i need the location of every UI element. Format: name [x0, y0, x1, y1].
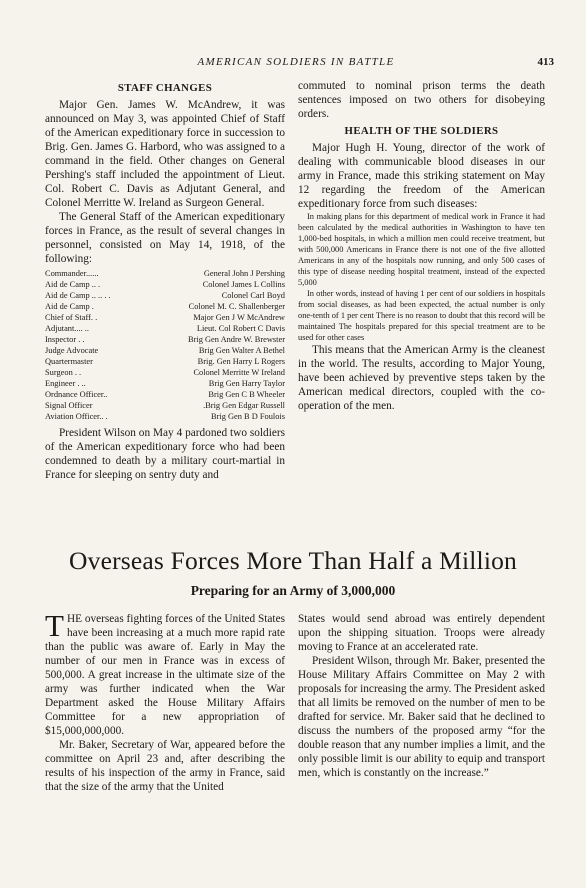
roster-role: Signal Officer: [45, 401, 93, 410]
article-subhead: Preparing for an Army of 3,000,000: [190, 583, 396, 598]
roster-name: General John J Pershing: [203, 269, 285, 278]
roster-row: [45, 411, 285, 422]
roster-name: Colonel Carl Boyd: [221, 291, 285, 300]
roster-row: [45, 378, 285, 389]
roster-role: Aviation Officer.. .: [45, 412, 108, 421]
roster-name: Colonel Merritte W Ireland: [193, 368, 285, 377]
roster-name: Brig Gen B D Foulois: [211, 412, 285, 421]
roster-role: Inspector . .: [45, 335, 85, 344]
roster-row: [45, 389, 285, 400]
roster-name: Colonel M. C. Shallenberger: [188, 302, 285, 311]
quote-paragraph-1: In making plans for this department of medical work in France it had been calculated by the medical authorities in Washington to have ten 1,000-bed hospitals, in which a million men could receive treatment, but with 500,000 Americans in France there is not one of the five allotted Americans in any of the hospitals now running, and only 500 cases of this type of disease needing hospital treatment, instead of the expected 5,000: [298, 212, 545, 287]
roster-role: Engineer . ..: [45, 379, 86, 388]
roster-role: Commander......: [45, 269, 99, 278]
roster-row: [45, 312, 285, 323]
roster-row: [45, 345, 285, 356]
right-paragraph-1: commuted to nominal prison terms the death sentences imposed on two others for disobeying orders.: [298, 80, 545, 120]
drop-cap: T: [45, 608, 64, 643]
roster-role: Ordnance Officer..: [45, 390, 108, 399]
page-number: 413: [537, 56, 554, 68]
roster-name: Colonel James L Collins: [202, 280, 285, 289]
roster-row: [45, 400, 285, 411]
roster-row: [45, 279, 285, 290]
roster-role: Aid de Camp .. .. . .: [45, 291, 111, 300]
article-left-paragraph-2: Mr. Baker, Secretary of War, appeared before the committee on April 23 and, after describing the results of his inspection of the army in France, said that the size of the army that the United: [45, 739, 285, 793]
roster-row: [45, 334, 285, 345]
left-column: [45, 79, 285, 482]
roster-row: [45, 301, 285, 312]
roster-role: Quartermaster: [45, 357, 93, 366]
roster-role: Surgeon . .: [45, 368, 82, 377]
right-paragraph-3: This means that the American Army is the cleanest in the world. The results, according to Major Young, have been achieved by preventive steps taken by the American medical directors, coupled with the co-operation of the men.: [298, 344, 545, 412]
running-title: AMERICAN SOLDIERS IN BATTLE: [197, 56, 395, 68]
roster-role: Judge Advocate: [45, 346, 99, 355]
article-right-column: [298, 612, 545, 780]
roster-row: [45, 323, 285, 334]
quote-paragraph-2: In other words, instead of having 1 per cent of our soldiers in hospitals from social diseases, as had been expected, the actual number is only one-tenth of 1 per cent There is no reason to doubt that this record will be maintained The hospitals prepared for this special treatment are to be used for other cases: [298, 289, 545, 342]
left-paragraph-3: President Wilson on May 4 pardoned two soldiers of the American expeditionary force who had been condemned to death by a military court-martial in France for sleeping on sentry duty and: [45, 427, 285, 481]
roster-name: Brig Gen Harry Taylor: [208, 379, 285, 388]
article-headline: Overseas Forces More Than Half a Million: [69, 546, 517, 575]
roster-name: Major Gen J W McAndrew: [193, 313, 285, 322]
roster-name: Brig Gen Andre W. Brewster: [188, 335, 285, 344]
roster-role: Adjutant.... ..: [45, 324, 89, 333]
article-opening: [45, 608, 285, 738]
roster-name: Brig Gen C B Wheeler: [208, 390, 285, 399]
right-column: [298, 79, 545, 413]
roster-row: [45, 290, 285, 301]
roster-name: Brig Gen Walter A Bethel: [198, 346, 285, 355]
staff-changes-heading: STAFF CHANGES: [117, 82, 213, 94]
article-right-paragraph-2: President Wilson, through Mr. Baker, presented the House Military Affairs Committee on May 2 with proposals for increasing the army. The President asked that all limits be removed on the number of men to be drafted for service. Mr. Baker said that he declined to discuss the numbers of the proposed army “for the double reason that any number implies a limit, and the only possible limit is our ability to equip and transport men, which is constantly on the increase.”: [298, 655, 545, 779]
roster-row: [45, 356, 285, 367]
running-head: [38, 56, 554, 72]
young-quote: [298, 211, 545, 343]
health-heading: HEALTH OF THE SOLDIERS: [344, 125, 499, 137]
roster-row: [45, 367, 285, 378]
roster-name: Lieut. Col Robert C Davis: [196, 324, 285, 333]
roster-role: Chief of Staff. .: [45, 313, 98, 322]
roster-role: Aid de Camp .: [45, 302, 94, 311]
right-paragraph-2: Major Hugh H. Young, director of the work of dealing with communicable blood diseases in our army in France, made this striking statement on May 12 regarding the freedom of the American expeditionary force from such diseases:: [298, 142, 545, 210]
article-right-paragraph-1: States would send abroad was entirely dependent upon the shipping situation. Troops were already moving to France at an accelerated rate.: [298, 613, 545, 653]
staff-roster: [45, 268, 285, 422]
left-paragraph-2: The General Staff of the American expeditionary forces in France, as the result of several changes in personnel, consisted on May 14, 1918, of the following:: [45, 211, 285, 265]
roster-name: Brig. Gen Harry L Rogers: [197, 357, 285, 366]
article-left-column: [45, 608, 285, 794]
roster-name: .Brig Gen Edgar Russell: [203, 401, 285, 410]
left-paragraph-1: Major Gen. James W. McAndrew, it was announced on May 3, was appointed Chief of Staff of the American expeditionary force in succession to Brig. Gen. James G. Harbord, who was assigned to a command in the field. Other changes on General Pershing's staff included the appointment of Lieut. Col. Robert C. Davis as Adjutant General, and Colonel Merritte W. Ireland as Surgeon General.: [45, 99, 285, 209]
roster-role: Aid de Camp .. .: [45, 280, 101, 289]
roster-row: [45, 268, 285, 279]
article-left-paragraph-1: HE overseas fighting forces of the United States have been increasing at a much more rapid rate than the public was aware of. Early in May the number of our men in France was in excess of 500,000. A great increase in the ultimate size of the army was further indicated when the War Department asked the House Military Affairs Committee for a new appropriation of $15,000,000,000.: [45, 613, 285, 737]
